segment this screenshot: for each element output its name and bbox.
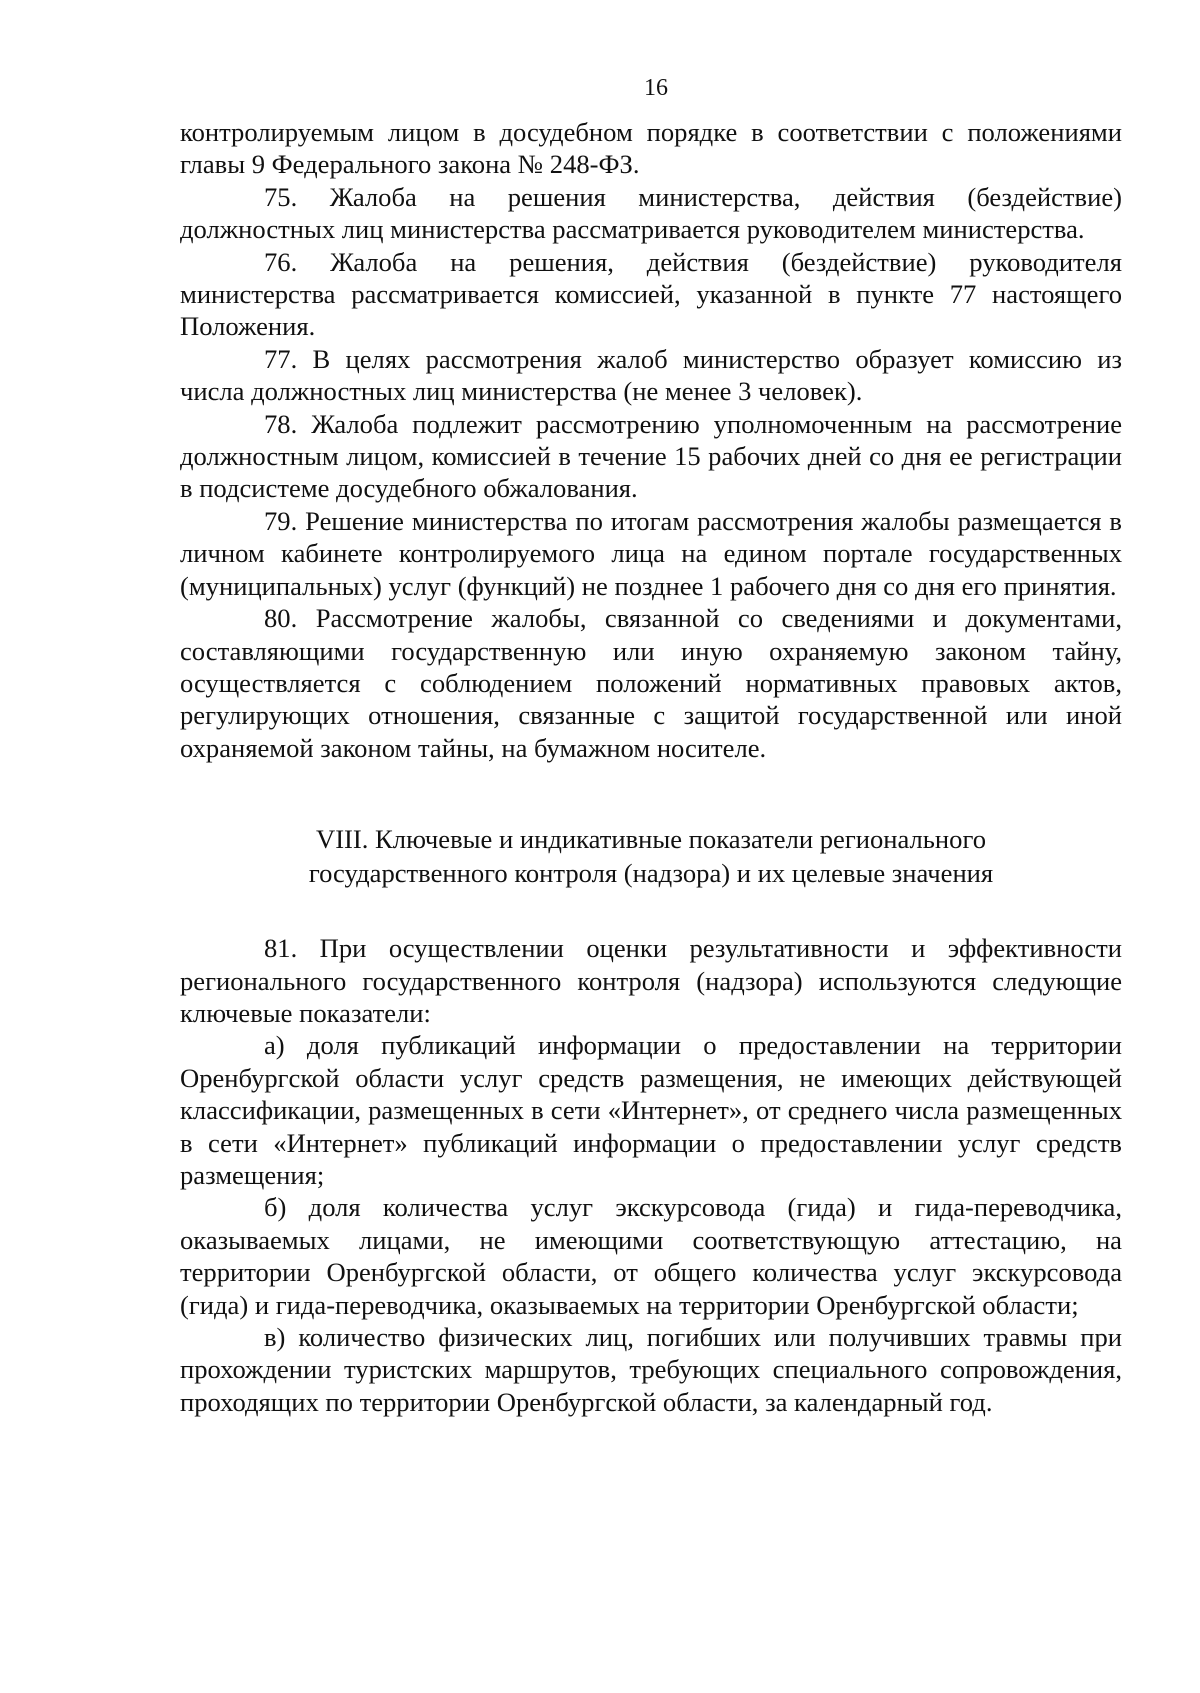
section-heading-line-1: VIII. Ключевые и индикативные показатели регионального xyxy=(315,824,986,855)
paragraph-continuation: контролируемым лицом в досудебном порядке в соответствии с положениями главы 9 Федерального закона № 248-ФЗ. xyxy=(180,117,1122,180)
section-heading-line-2: государственного контроля (надзора) и их целевые значения xyxy=(308,858,994,889)
paragraph-77: 77. В целях рассмотрения жалоб министерство образует комиссию из числа должностных лиц министерства (не менее 3 человек). xyxy=(180,343,1122,407)
document-body xyxy=(180,116,1122,1418)
section-heading xyxy=(180,822,1122,890)
paragraph-81-item-b: б) доля количества услуг экскурсовода (гида) и гида-переводчика, оказываемых лицами, не имеющими соответствующую аттестацию, на территории Оренбургской области, от общего количества услуг экскурсовода (гида) и гида-переводчика, оказываемых на территории Оренбургской области; xyxy=(180,1192,1122,1320)
paragraph-80: 80. Рассмотрение жалобы, связанной со сведениями и документами, составляющими государственную или иную охраняемую законом тайну, осуществляется с соблюдением положений нормативных правовых актов, регулирующих отношения, связанные с защитой государственной или иной охраняемой законом тайны, на бумажном носителе. xyxy=(180,603,1122,763)
paragraph-78: 78. Жалоба подлежит рассмотрению уполномоченным на рассмотрение должностным лицом, комиссией в течение 15 рабочих дней со дня ее регистрации в подсистеме досудебного обжалования. xyxy=(180,408,1122,504)
paragraph-81: 81. При осуществлении оценки результативности и эффективности регионального государственного контроля (надзора) используются следующие ключевые показатели: xyxy=(180,933,1122,1028)
paragraph-79: 79. Решение министерства по итогам рассмотрения жалобы размещается в личном кабинете контролируемого лица на едином портале государственных (муниципальных) услуг (функций) не позднее 1 рабочего дня со дня его принятия. xyxy=(180,505,1122,601)
section-content xyxy=(180,932,1122,1418)
page-number: 16 xyxy=(644,75,668,101)
paragraph-75: 75. Жалоба на решения министерства, действия (бездействие) должностных лиц министерства рассматривается руководителем министерства. xyxy=(180,181,1122,245)
paragraph-81-item-a: а) доля публикаций информации о предоставлении на территории Оренбургской области услуг средств размещения, не имеющих действующей классификации, размещенных в сети «Интернет», от среднего числа размещенных в сети «Интернет» публикаций информации о предоставлении услуг средств размещения; xyxy=(180,1030,1122,1190)
paragraph-81-item-v: в) количество физических лиц, погибших или получивших травмы при прохождении туристских маршрутов, требующих специального сопровождения, проходящих по территории Оренбургской области, за календарный год. xyxy=(180,1322,1122,1417)
paragraph-76: 76. Жалоба на решения, действия (бездействие) руководителя министерства рассматривается комиссией, указанной в пункте 77 настоящего Положения. xyxy=(180,246,1122,342)
